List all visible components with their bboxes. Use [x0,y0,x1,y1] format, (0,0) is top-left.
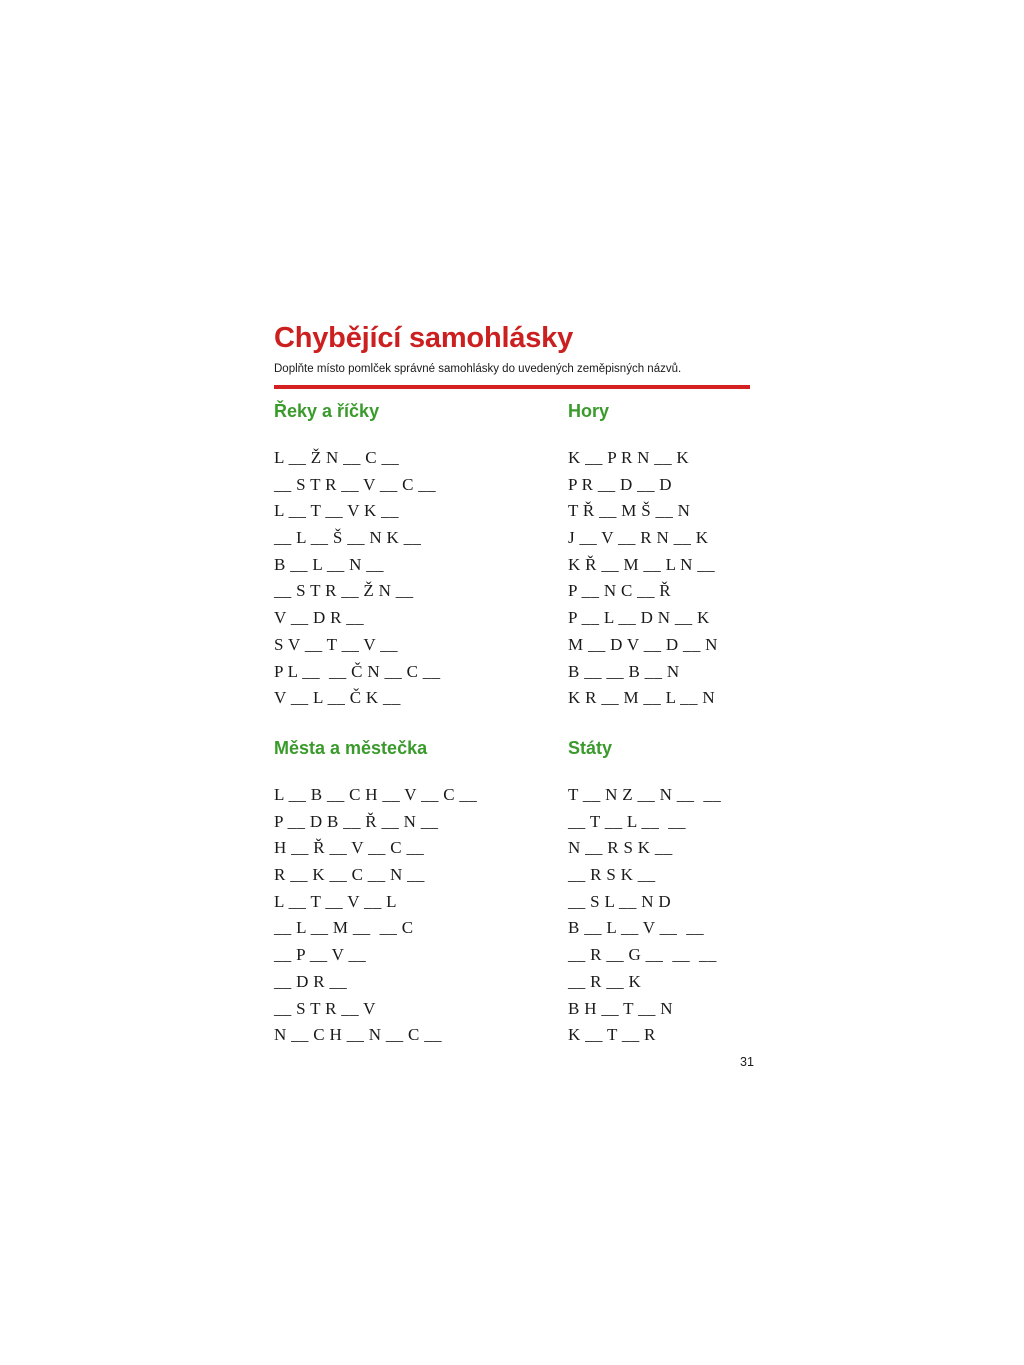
puzzle-list [274,782,484,1049]
puzzle-item: N __ R S K __ [568,838,673,858]
puzzle-item: B H __ T __ N [568,998,673,1018]
puzzle-item: __ R __ K [568,971,642,991]
puzzle-item: __ S T R __ V __ C __ [274,474,436,494]
puzzle-item: L __ T __ V K __ [274,501,399,521]
puzzle-item: L __ Ž N __ C __ [274,448,400,467]
puzzle-list [568,782,778,1049]
puzzle-item: K __ P R N __ K [568,448,689,467]
puzzle-item: P L __ __ Č N __ C __ [274,661,441,681]
puzzle-item: N __ C H __ N __ C __ [274,1025,442,1045]
puzzle-item: L __ B __ C H __ V __ C __ [274,785,478,804]
section-reky-a-ricky [274,399,484,712]
puzzle-item: R __ K __ C __ N __ [274,865,425,885]
puzzle-item: __ R __ G __ __ __ [568,945,717,965]
puzzle-item: B __ L __ V __ __ [568,918,704,938]
puzzle-item: S V __ T __ V __ [274,634,398,654]
puzzle-item: M __ D V __ D __ N [568,634,718,654]
page-title: Chybějící samohlásky [274,322,574,354]
puzzle-item: K __ T __ R [568,1025,656,1045]
section-heading: Hory [568,401,610,421]
puzzle-item: __ P __ V __ [274,945,367,965]
section-mesta-a-mestecka [274,736,484,1049]
puzzle-item: K Ř __ M __ L N __ [568,554,715,574]
puzzle-list [274,445,484,712]
puzzle-item: P __ L __ D N __ K [568,608,710,628]
section-hory [568,399,778,712]
puzzle-item: T Ř __ M Š __ N [568,501,691,521]
puzzle-item: V __ L __ Č K __ [274,688,401,708]
puzzle-item: __ S T R __ Ž N __ [274,581,414,601]
puzzle-item: L __ T __ V __ L [274,891,397,911]
puzzle-item: T __ N Z __ N __ __ [568,785,722,804]
puzzle-item: V __ D R __ [274,608,364,628]
section-staty [568,736,778,1049]
instructions-text: Doplňte místo pomlček správné samohlásky do uvedených zeměpisných názvů. [274,363,682,375]
puzzle-list [568,445,778,712]
puzzle-item: __ L __ Š __ N K __ [274,528,422,548]
puzzle-item: K R __ M __ L __ N [568,688,715,708]
puzzle-item: __ S L __ N D [568,891,671,911]
section-heading: Řeky a říčky [274,401,380,421]
title-divider [274,385,750,389]
puzzle-item: P __ N C __ Ř [568,581,671,601]
puzzle-item: __ L __ M __ __ C [274,918,414,938]
puzzle-item: __ T __ L __ __ [568,811,686,831]
puzzle-item: B __ L __ N __ [274,554,384,574]
section-heading: Města a městečka [274,738,428,758]
puzzle-item: __ R S K __ [568,865,656,885]
page-number: 31 [740,1055,754,1069]
puzzle-item: B __ __ B __ N [568,661,680,681]
puzzle-item: P __ D B __ Ř __ N __ [274,811,439,831]
puzzle-item: H __ Ř __ V __ C __ [274,838,425,858]
puzzle-item: P R __ D __ D [568,474,672,494]
puzzle-item: J __ V __ R N __ K [568,528,709,548]
puzzle-item: __ D R __ [274,971,348,991]
puzzle-item: __ S T R __ V [274,998,376,1018]
section-heading: Státy [568,738,613,758]
